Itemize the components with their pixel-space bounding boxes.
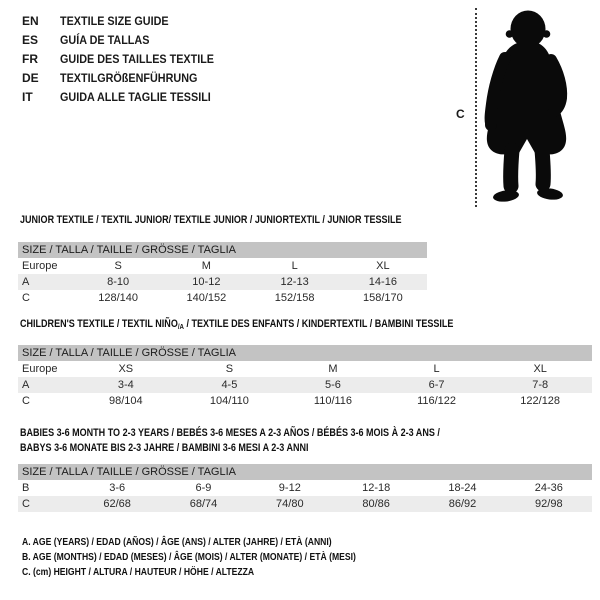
height-cell: 62/68 [103, 498, 131, 510]
size-header-band: SIZE / TALLA / TAILLE / GRÖSSE / TAGLIA [18, 242, 427, 258]
age-cell: 10-12 [192, 276, 221, 288]
height-cell: 86/92 [448, 498, 477, 510]
size-cell: XS [118, 363, 134, 375]
size-cell: S [114, 260, 122, 272]
language-row [22, 30, 231, 49]
height-cell: 158/170 [362, 292, 403, 304]
title-subscript: /A [177, 322, 184, 331]
title-line-1: BABIES 3-6 MONTH TO 2-3 YEARS / BEBÉS 3-6 MESES A 2-3 AÑOS / BÉBÉS 3-6 MOIS À 2-3 ANS / [20, 427, 440, 439]
height-measure-line [475, 8, 477, 207]
size-cell: L [291, 260, 298, 272]
age-cell: 12-18 [362, 482, 391, 494]
language-row [22, 11, 231, 30]
age-cell: 24-36 [534, 482, 563, 494]
height-cell: 104/110 [209, 395, 249, 407]
row-label: A [22, 379, 30, 391]
language-title: TEXTILE SIZE GUIDE [60, 14, 169, 28]
age-cell: 8-10 [107, 276, 130, 288]
height-cell: 110/116 [313, 395, 353, 407]
language-title: GUÍA DE TALLAS [60, 33, 150, 47]
age-cell: 3-6 [109, 482, 126, 494]
language-row [22, 68, 231, 87]
size-cell: M [201, 260, 211, 272]
section-title-babies [20, 426, 440, 456]
language-code: ES [22, 33, 39, 47]
table-row [18, 258, 427, 274]
age-cell: 5-6 [325, 379, 341, 391]
table-row [18, 496, 592, 512]
baby-silhouette-icon [481, 8, 571, 206]
language-code: EN [22, 14, 39, 28]
language-title: TEXTILGRÖßENFÜHRUNG [60, 71, 198, 85]
title-text: / TEXTILE DES ENFANTS / KINDERTEXTIL / BAMBINI TESSILE [183, 318, 454, 330]
footnote-c: C. (cm) HEIGHT / ALTURA / HAUTEUR / HÖHE / ALTEZZA [22, 566, 255, 578]
size-header-band: SIZE / TALLA / TAILLE / GRÖSSE / TAGLIA [18, 464, 592, 480]
footnote-b: B. AGE (MONTHS) / EDAD (MESES) / ÂGE (MOIS) / ALTER (MONATE) / ETÀ (MESI) [22, 551, 356, 563]
size-cell: XL [376, 260, 390, 272]
height-cell: 140/152 [186, 292, 227, 304]
age-cell: 4-5 [221, 379, 238, 391]
age-cell: 12-13 [280, 276, 309, 288]
age-cell: 6-7 [428, 379, 445, 391]
title-line-2: BABYS 3-6 MONATE BIS 2-3 JAHRE / BAMBINI 3-6 MESI A 2-3 ANNI [20, 442, 309, 454]
size-cell: M [328, 363, 338, 375]
row-label: Europe [22, 363, 58, 375]
language-code: IT [22, 90, 33, 104]
junior-size-table [18, 242, 427, 306]
height-cell: 68/74 [189, 498, 218, 510]
height-cell: 80/86 [362, 498, 390, 510]
row-label: A [22, 276, 30, 288]
age-cell: 6-9 [195, 482, 212, 494]
table-row [18, 377, 592, 393]
language-code: FR [22, 52, 38, 66]
size-cell: XL [533, 363, 547, 375]
language-title: GUIDE DES TAILLES TEXTILE [60, 52, 215, 66]
age-cell: 3-4 [117, 379, 134, 391]
height-cell: 92/98 [535, 498, 563, 510]
language-row [22, 87, 231, 106]
table-row [18, 274, 427, 290]
height-cell: 128/140 [98, 292, 138, 304]
title-text: CHILDREN'S TEXTILE / TEXTIL NIÑO [20, 318, 178, 330]
height-cell: 116/122 [417, 395, 457, 407]
language-row [22, 49, 231, 68]
language-list [22, 11, 231, 106]
language-title: GUIDA ALLE TAGLIE TESSILI [60, 90, 211, 104]
size-cell: S [225, 363, 234, 375]
language-code: DE [22, 71, 39, 85]
table-row [18, 480, 592, 496]
size-cell: L [433, 363, 440, 375]
row-label: C [22, 498, 30, 510]
babies-size-table [18, 464, 592, 512]
age-cell: 18-24 [448, 482, 477, 494]
size-header-band: SIZE / TALLA / TAILLE / GRÖSSE / TAGLIA [18, 345, 592, 361]
row-label: B [22, 482, 30, 494]
section-title-junior: JUNIOR TEXTILE / TEXTIL JUNIOR/ TEXTILE JUNIOR / JUNIORTEXTIL / JUNIOR TESSILE [20, 214, 402, 226]
height-cell: 74/80 [276, 498, 304, 510]
footnotes [22, 535, 356, 580]
footnote-a: A. AGE (YEARS) / EDAD (AÑOS) / ÂGE (ANS) / ALTER (JAHRE) / ETÀ (ANNI) [22, 536, 332, 548]
height-cell: 98/104 [108, 395, 143, 407]
section-title-children [20, 318, 453, 331]
height-cell: 122/128 [520, 395, 561, 407]
row-label: Europe [22, 260, 58, 272]
table-row [18, 361, 592, 377]
table-row [18, 290, 427, 306]
height-cell: 152/158 [274, 292, 315, 304]
age-cell: 7-8 [532, 379, 549, 391]
row-label: C [22, 395, 30, 407]
age-cell: 14-16 [368, 276, 397, 288]
table-row [18, 393, 592, 409]
age-cell: 9-12 [278, 482, 301, 494]
row-label: C [22, 292, 30, 304]
children-size-table [18, 345, 592, 409]
height-measure-label: C [456, 107, 465, 121]
